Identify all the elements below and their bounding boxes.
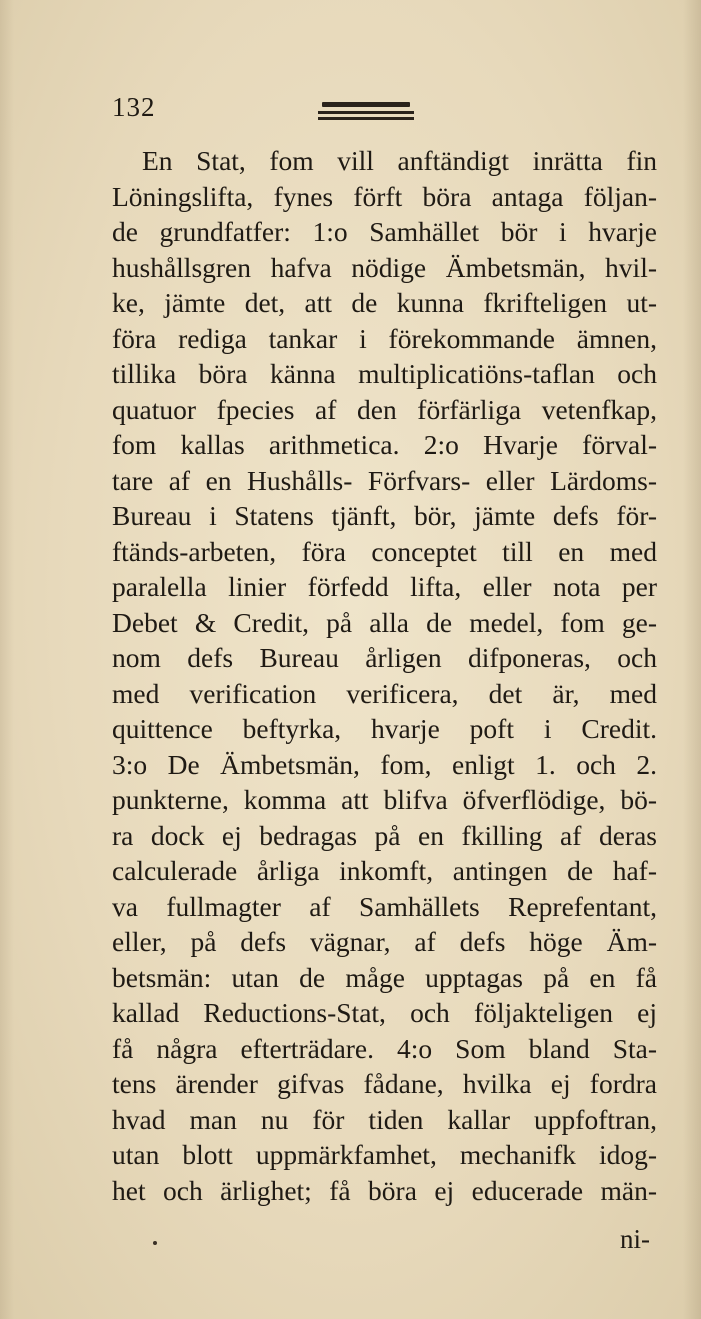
page-shadow-left (0, 0, 14, 1319)
text-line: ftänds-arbeten, föra conceptet till en med (112, 535, 657, 567)
text-line: föra rediga tankar i förekommande ämnen, (112, 322, 657, 354)
text-line: calculerade årliga inkomft, antingen de haf- (112, 855, 657, 886)
text-line: eller, på defs vägnar, af defs höge Äm- (112, 926, 657, 957)
text-line: fom kallas arithmetica. 2:o Hvarje förval- (112, 429, 657, 460)
page-header (112, 92, 612, 132)
text-line: Bureau i Statens tjänft, bör, jämte defs för- (112, 500, 657, 531)
text-line: het och ärlighet; få böra ej educerade män- (112, 1174, 657, 1206)
text-line: med verification verificera, det är, med (112, 677, 657, 709)
text-line: tens ärender gifvas fådane, hvilka ej fordra (112, 1068, 657, 1099)
text-line: tillika böra känna multiplicatiöns-taflan och (112, 358, 657, 389)
ornament-bar (318, 117, 414, 120)
text-line: paralella linier förfedd lifta, eller nota per (112, 571, 657, 602)
page-shadow-right (683, 0, 701, 1319)
text-line: hvad man nu för tiden kallar uppfoftran, (112, 1103, 657, 1135)
text-line: Löningslifta, fynes förft böra antaga följan- (112, 180, 657, 212)
text-line: de grundfatfer: 1:o Samhället bör i hvarje (112, 216, 657, 247)
text-line: En Stat, fom vill anftändigt inrätta fin (142, 145, 657, 176)
text-line: få några efterträdare. 4:o Som bland Sta- (112, 1032, 657, 1064)
body-text (112, 143, 657, 1208)
text-line: ke, jämte det, att de kunna fkrifteligen ut- (112, 287, 657, 318)
text-line: nom defs Bureau årligen difponeras, och (112, 642, 657, 673)
text-line: tare af en Hushålls- Förfvars- eller Lärdoms- (112, 464, 657, 496)
header-rule-ornament (318, 102, 414, 124)
text-line: quittence beftyrka, hvarje poft i Credit. (112, 713, 657, 744)
ornament-bar (322, 102, 410, 107)
text-line: quatuor fpecies af den förfärliga vetenfkap, (112, 393, 657, 425)
text-line: betsmän: utan de måge upptagas på en få (112, 961, 657, 993)
text-line: Debet & Credit, på alla de medel, fom ge- (112, 606, 657, 638)
catchword: ni- (620, 1224, 650, 1254)
text-line: 3:o De Ämbetsmän, fom, enligt 1. och 2. (112, 748, 657, 780)
text-line: va fullmagter af Samhällets Reprefentant, (112, 890, 657, 922)
page-number: 132 (112, 92, 156, 122)
text-line: kallad Reductions-Stat, och följakteligen ej (112, 997, 657, 1028)
text-line: punkterne, komma att blifva öfverflödige, bö- (112, 784, 657, 815)
text-line: ra dock ej bedragas på en fkilling af deras (112, 819, 657, 851)
ink-speck (153, 1241, 157, 1245)
text-line: utan blott uppmärkfamhet, mechanifk idog- (112, 1139, 657, 1170)
text-line: hushållsgren hafva nödige Ämbetsmän, hvil- (112, 251, 657, 283)
ornament-bar (318, 111, 414, 114)
